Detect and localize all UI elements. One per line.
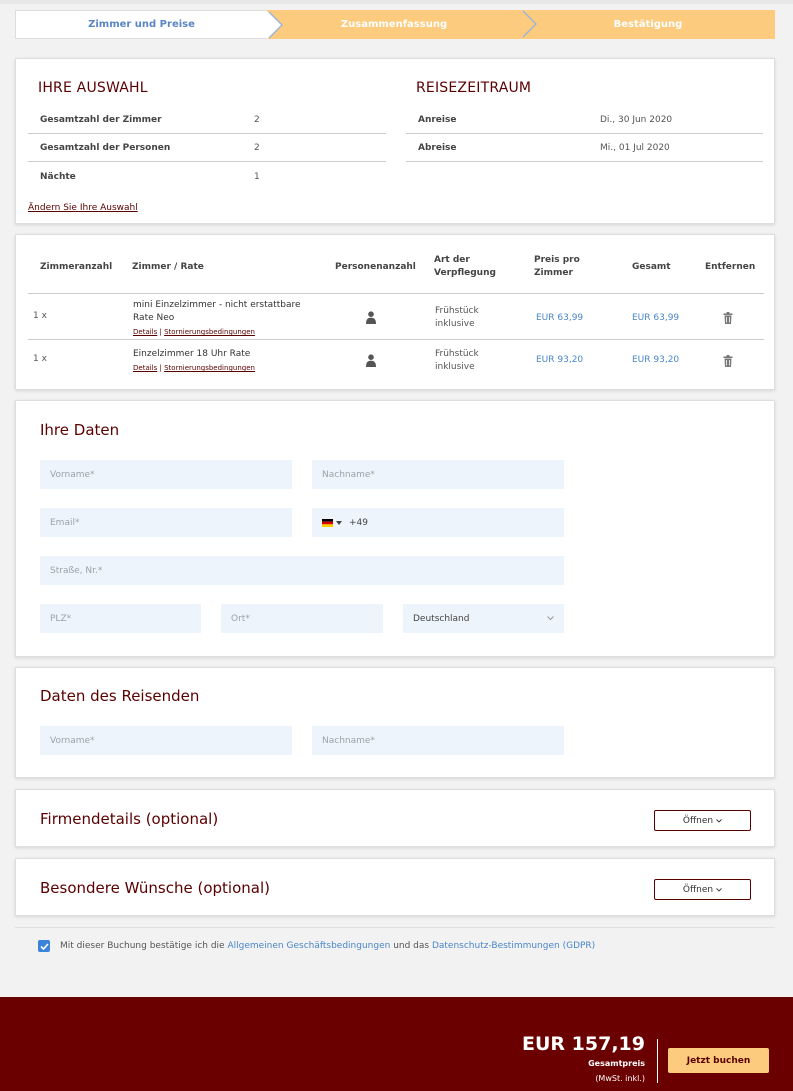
city-input[interactable] [221,604,383,633]
header-room: Zimmer / Rate [132,262,204,272]
total-price-label: Gesamtpreis [588,1059,645,1068]
caret-down-icon[interactable] [336,521,342,525]
step-label: Zusammenfassung [340,19,448,30]
firstname-input[interactable] [40,460,292,489]
room-name [133,348,250,361]
total-price: EUR 157,19 [522,1033,645,1055]
guest-data-title: Ihre Daten [40,421,120,439]
row-value: 2 [254,143,260,153]
room-price: EUR 93,20 [536,355,584,365]
book-now-button[interactable]: Jetzt buchen [668,1048,769,1073]
room-price: EUR 63,99 [536,313,584,323]
row-divider [28,339,764,340]
header-price [534,254,580,280]
company-details-title: Firmendetails (optional) [40,810,219,828]
selection-row-persons [28,135,386,162]
period-row-arrival [406,107,763,134]
step-summary[interactable] [267,10,521,39]
chevron-down-icon [716,888,722,892]
street-input[interactable] [40,556,564,585]
traveler-firstname-input[interactable] [40,726,292,755]
board-line1: Frühstück [435,306,479,316]
row-label: Gesamtzahl der Zimmer [40,115,162,125]
email-input[interactable] [40,508,292,537]
selection-row-nights [28,163,386,190]
row-count: 1 x [33,311,47,321]
room-total: EUR 93,20 [632,355,680,365]
booking-steps [15,10,775,39]
open-button-label: Öffnen [682,815,714,826]
country-select[interactable] [403,604,564,633]
step-confirmation[interactable] [521,10,775,39]
company-details-card [15,789,775,847]
person-icon [366,311,376,324]
traveler-lastname-input[interactable] [312,726,564,755]
details-link[interactable]: Details [133,328,158,336]
special-requests-title: Besondere Wünsche (optional) [40,879,270,897]
selection-card [15,58,775,224]
terms-link[interactable]: Allgemeinen Geschäftsbedingungen [227,941,391,951]
vat-note: (MwSt. inkl.) [595,1074,645,1083]
board-line2: inklusive [435,362,475,372]
step-label: Bestätigung [613,19,683,30]
board [435,348,479,374]
link-separator: | [159,328,162,336]
rooms-table [15,234,775,390]
phone-prefix: +49 [349,517,368,528]
traveler-data-title: Daten des Reisenden [40,687,200,705]
terms-consent [38,940,595,952]
selection-row-rooms [28,107,386,134]
header-board [434,254,496,280]
header-divider [28,293,764,294]
row-label: Anreise [418,115,457,125]
header-price-line2: Zimmer [534,268,573,278]
header-remove: Entfernen [705,262,756,272]
german-flag-icon [322,519,333,527]
row-label: Abreise [418,143,457,153]
trash-icon[interactable] [723,312,733,324]
header-price-line1: Preis pro [534,255,580,265]
consent-text-2: und das [390,941,432,951]
details-link[interactable]: Details [133,364,158,372]
selection-title: IHRE AUSWAHL [38,80,148,96]
consent-text-1: Mit dieser Buchung bestätige ich die [60,941,228,951]
row-value: Di., 30 Jun 2020 [600,115,673,125]
board-line2: inklusive [435,319,475,329]
terms-checkbox[interactable] [38,940,50,952]
room-name [133,299,301,325]
privacy-link[interactable]: Datenschutz-Bestimmungen (GDPR) [431,941,596,951]
cancellation-link[interactable]: Stornierungsbedingungen [164,328,255,336]
checkmark-icon [40,943,49,950]
zip-input[interactable] [40,604,201,633]
header-board-line1: Art der [434,255,470,265]
chevron-down-icon [547,616,554,621]
link-separator: | [159,364,162,372]
company-open-button[interactable] [654,810,751,831]
header-total: Gesamt [632,262,671,272]
row-value: Mi., 01 Jul 2020 [600,143,670,153]
row-count: 1 x [33,354,47,364]
room-name-line1: Einzelzimmer 18 Uhr Rate [133,349,251,359]
lastname-input[interactable] [312,460,564,489]
board [435,305,479,331]
open-button-label: Öffnen [682,884,714,895]
phone-input[interactable] [312,508,564,537]
row-value: 2 [254,115,260,125]
cancellation-link[interactable]: Stornierungsbedingungen [164,364,255,372]
traveler-data-card [15,667,775,778]
trash-icon[interactable] [723,355,733,367]
step-rooms-prices[interactable] [15,10,267,39]
room-links [133,364,255,372]
period-row-departure [406,135,763,162]
change-selection-link[interactable]: Ändern Sie Ihre Auswahl [28,203,138,213]
special-requests-card [15,858,775,916]
room-name-line1: mini Einzelzimmer - nicht erstattbare [133,300,301,310]
row-label: Gesamtzahl der Personen [40,143,171,153]
person-icon [366,354,376,367]
footer-divider [657,1039,658,1083]
requests-open-button[interactable] [654,879,751,900]
board-line1: Frühstück [435,349,479,359]
chevron-down-icon [716,819,722,823]
top-divider [0,0,793,4]
booking-footer [0,997,793,1091]
header-board-line2: Verpflegung [434,268,496,278]
divider [15,927,775,928]
period-title: REISEZEITRAUM [416,80,532,96]
room-total: EUR 63,99 [632,313,680,323]
country-value: Deutschland [413,613,470,624]
room-name-line2: Rate Neo [133,313,175,323]
row-value: 1 [254,171,260,182]
room-links [133,328,255,336]
header-count: Zimmeranzahl [40,262,113,272]
guest-data-card [15,400,775,657]
step-label: Zimmer und Preise [88,19,195,30]
header-persons: Personenanzahl [335,262,416,272]
row-label: Nächte [40,171,76,182]
